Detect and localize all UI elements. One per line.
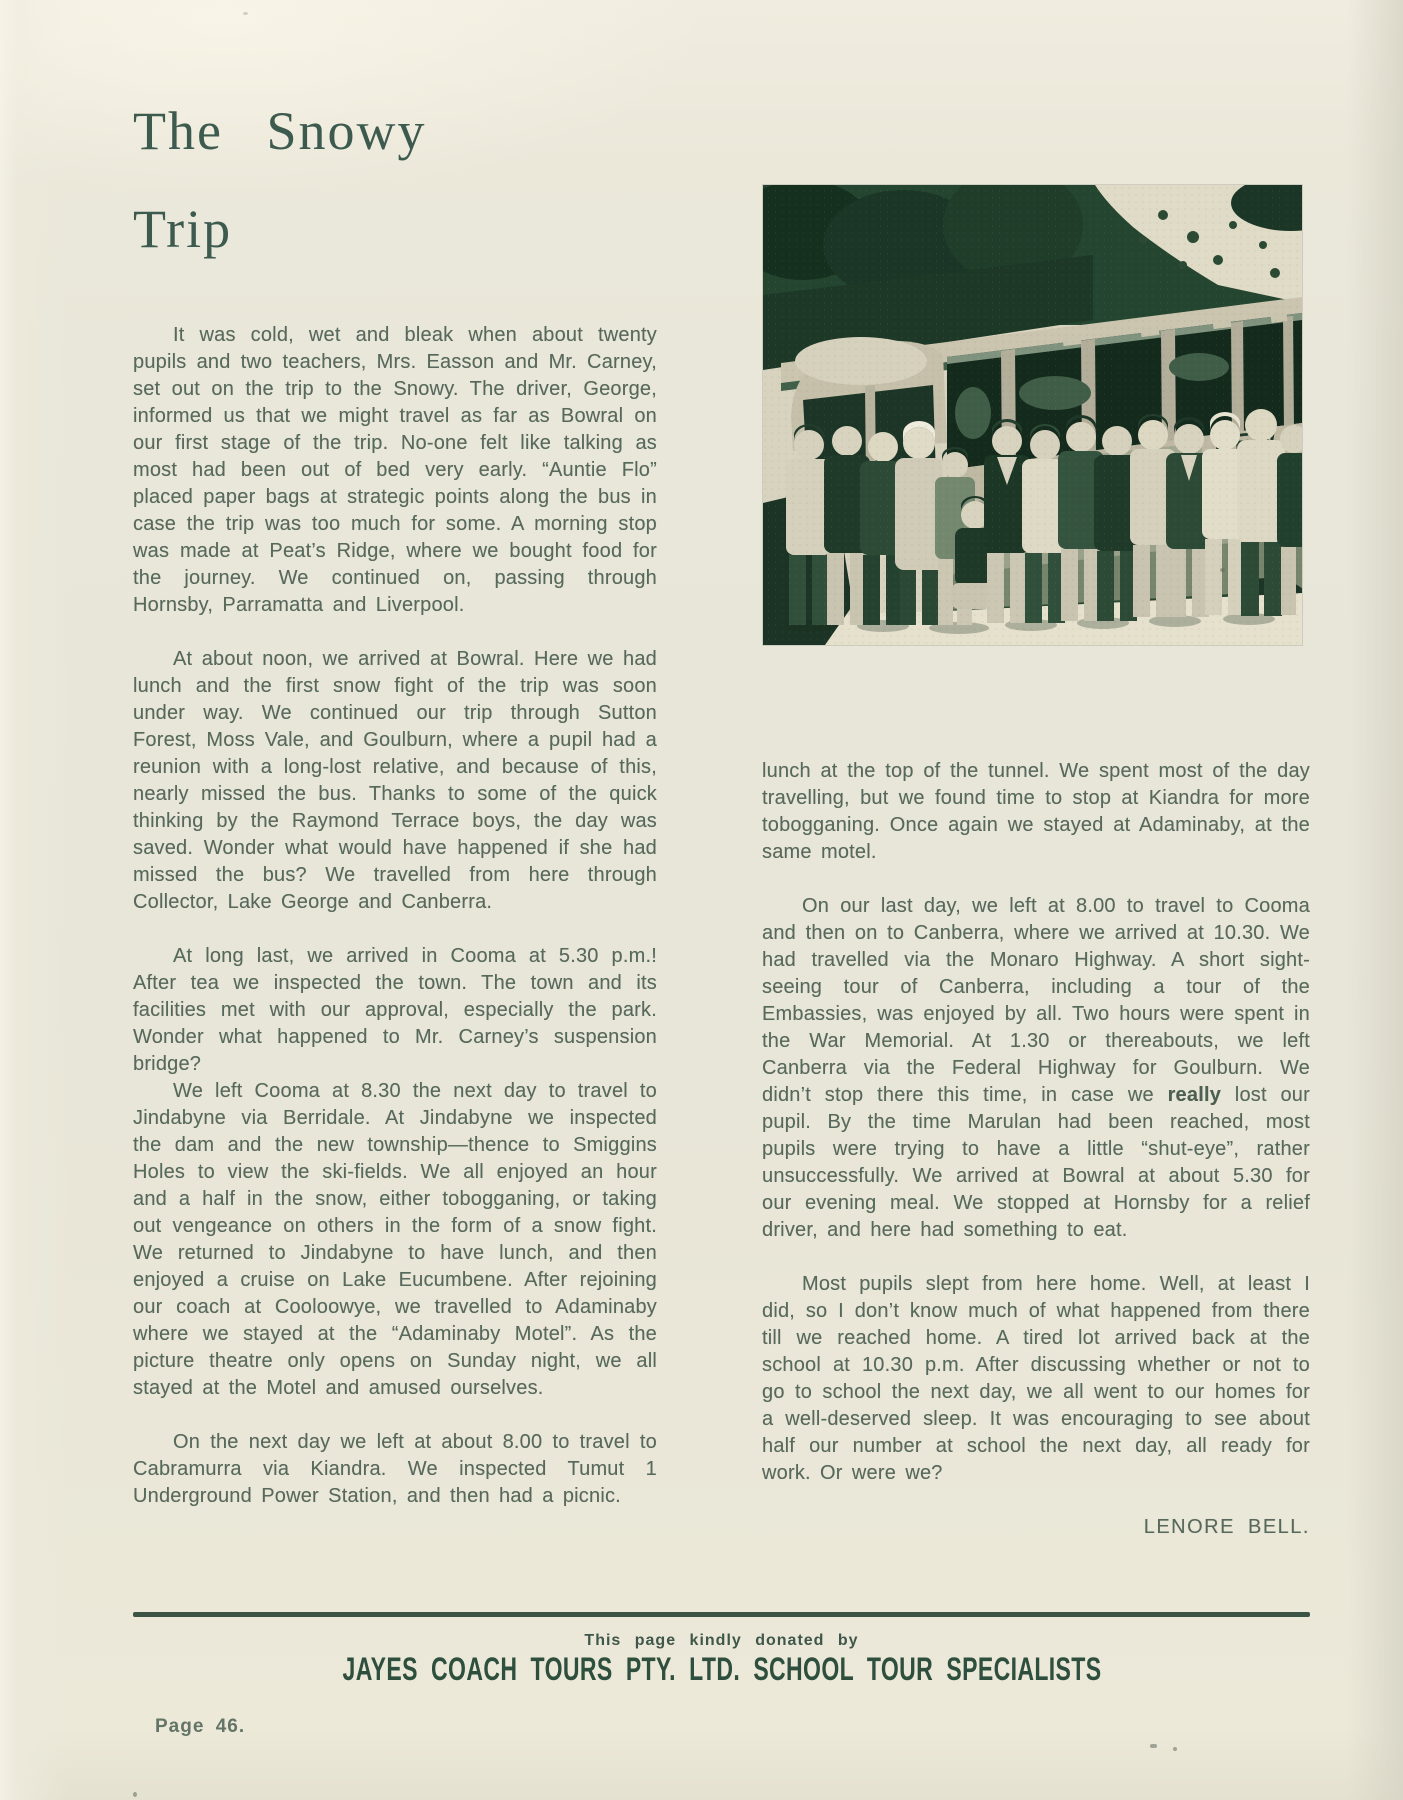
paragraph-3: At long last, we arrived in Cooma at 5.30 p.m.! After tea we inspected the town. The town and its facilities met with our approval, especially the park. Wonder what happened to Mr. Carney’s suspension bridge? — [133, 945, 657, 1075]
sponsor-line — [133, 1651, 1310, 1687]
sponsor-text: JAYES COACH TOURS PTY. LTD. SCHOOL TOUR SPECIALISTS — [342, 1651, 1101, 1687]
paragraph-5: On the next day we left at about 8.00 to travel to Cabramurra via Kiandra. We inspected Tumut 1 Underground Power Station, and then had a picnic. — [133, 1431, 657, 1507]
scan-speck — [1150, 1744, 1157, 1748]
scan-speck — [243, 12, 248, 15]
donation-note: This page kindly donated by — [584, 1632, 859, 1649]
trip-photo — [763, 185, 1302, 645]
trip-photo-illustration — [763, 185, 1302, 645]
article-right-column — [762, 758, 1310, 1568]
paragraph-1: It was cold, wet and bleak when about twenty pupils and two teachers, Mrs. Easson and Mr. Carney, set out on the trip to the Snowy. The driver, George, informed us that we might travel as far as Bowral on our first stage of the trip. No-one felt like talking as most had been out of bed very early. “Auntie Flo” placed paper bags at strategic points along the bus in case the trip was too much for some. A morning stop was made at Peat’s Ridge, where we bought food for the journey. We continued on, passing through Hornsby, Parramatta and Liverpool. — [133, 324, 657, 616]
paragraph-7 — [762, 893, 1310, 1244]
footer-divider — [133, 1612, 1310, 1617]
scan-speck — [1220, 568, 1225, 572]
page-title-line1: The Snowy — [133, 101, 427, 161]
paragraph-2: At about noon, we arrived at Bowral. Here we had lunch and the first snow fight of the trip was soon under way. We continued our trip through Sutton Forest, Moss Vale, and Goulburn, where a pupil had a reunion with a long-lost relative, and because of this, nearly missed the bus. Thanks to some of the quick thinking by the Raymond Terrace boys, the day was saved. Wonder what would have happened if she had missed the bus? We travelled from here through Collector, Lake George and Canberra. — [133, 648, 657, 913]
paragraph-7-pre: On our last day, we left at 8.00 to travel to Cooma and then on to Canberra, where we arrived at 10.30. We had travelled via the Monaro Highway. A short sight-seeing tour of Canberra, including a tour of the Embassies, was enjoyed by all. Two hours were spent in the War Memorial. At 1.30 or thereabouts, we left Canberra via the Federal Highway for Goulburn. We didn’t stop there this time, in case we — [762, 895, 1310, 1106]
article-left-column — [133, 322, 657, 1537]
emphasis-word: really — [1167, 1084, 1222, 1106]
scan-speck — [133, 1792, 137, 1797]
scan-speck — [1173, 1747, 1177, 1751]
page-title-line2: Trip — [133, 199, 233, 259]
page-number: Page 46. — [155, 1716, 246, 1737]
paragraph-6: lunch at the top of the tunnel. We spent most of the day travelling, but we found time to stop at Kiandra for more tobogganing. Once again we stayed at Adaminaby, at the same motel. — [762, 760, 1310, 863]
paragraph-4: We left Cooma at 8.30 the next day to travel to Jindabyne via Berridale. At Jindabyne we inspected the dam and the new township—thence to Smiggins Holes to view the ski-fields. We all enjoyed an hour and a half in the snow, either tobogganing, or taking out vengeance on others in the form of a snow fight. We returned to Jindabyne to have lunch, and then enjoyed a cruise on Lake Eucumbene. After rejoining our coach at Cooloowye, we travelled to Adaminaby where we stayed at the “Adaminaby Motel”. As the picture theatre only opens on Sunday night, we all stayed at the Motel and amused ourselves. — [133, 1080, 657, 1399]
author-byline: LENORE BELL. — [1143, 1516, 1310, 1538]
paragraph-8: Most pupils slept from here home. Well, at least I did, so I don’t know much of what happened from there till we reached home. A tired lot arrived back at the school at 10.30 p.m. After discussing whether or not to go to school the next day, we all went to our homes for a well-deserved sleep. It was encouraging to see about half our number at school the next day, all ready for work. Or were we? — [762, 1273, 1310, 1484]
paragraph-7-post: lost our pupil. By the time Marulan had been reached, most pupils were trying to have a little “shut-eye”, rather unsuccessfully. We arrived at Bowral at about 5.30 for our evening meal. We stopped at Hornsby for a relief driver, and here had something to eat. — [762, 1084, 1310, 1241]
page-title — [133, 82, 426, 278]
